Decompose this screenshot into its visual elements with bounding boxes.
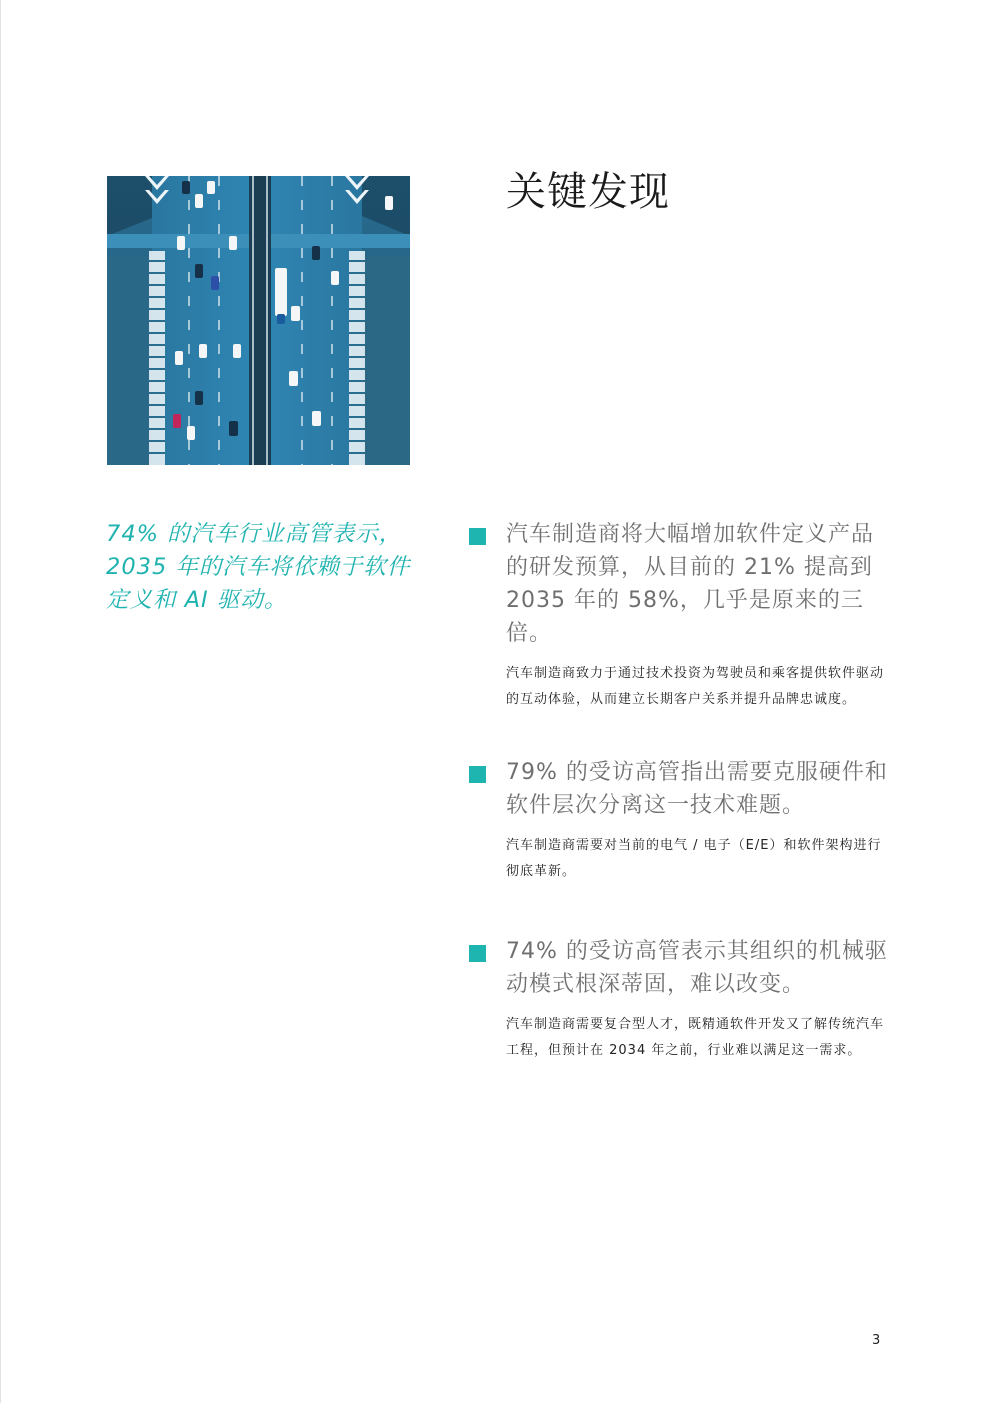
- finding-2: [469, 756, 889, 885]
- page-edge: [0, 0, 1, 1403]
- highway-aerial-photo: [107, 176, 410, 465]
- finding-body: 汽车制造商需要复合型人才，既精通软件开发又了解传统汽车工程，但预计在 2034 年之前，行业难以满足这一需求。: [506, 1017, 885, 1058]
- page-title: 关键发现: [506, 169, 670, 215]
- page-number: 3: [872, 1333, 881, 1348]
- finding-body: 汽车制造商致力于通过技术投资为驾驶员和乘客提供软件驱动的互动体验，从而建立长期客户关系并提升品牌忠诚度。: [506, 666, 885, 707]
- finding-3: [469, 935, 889, 1064]
- square-bullet-icon: [469, 528, 486, 545]
- pull-quote: 74% 的汽车行业高管表示，2035 年的汽车将依赖于软件定义和 AI 驱动。: [106, 521, 411, 613]
- square-bullet-icon: [469, 945, 486, 962]
- square-bullet-icon: [469, 766, 486, 783]
- finding-1: [469, 518, 889, 713]
- finding-headline: 汽车制造商将大幅增加软件定义产品的研发预算，从目前的 21% 提高到 2035 年的 58%，几乎是原来的三倍。: [506, 522, 875, 646]
- finding-body: 汽车制造商需要对当前的电气 / 电子（E/E）和软件架构进行彻底革新。: [506, 838, 882, 879]
- finding-headline: 74% 的受访高管表示其组织的机械驱动模式根深蒂固，难以改变。: [506, 939, 888, 997]
- finding-headline: 79% 的受访高管指出需要克服硬件和软件层次分离这一技术难题。: [506, 760, 888, 818]
